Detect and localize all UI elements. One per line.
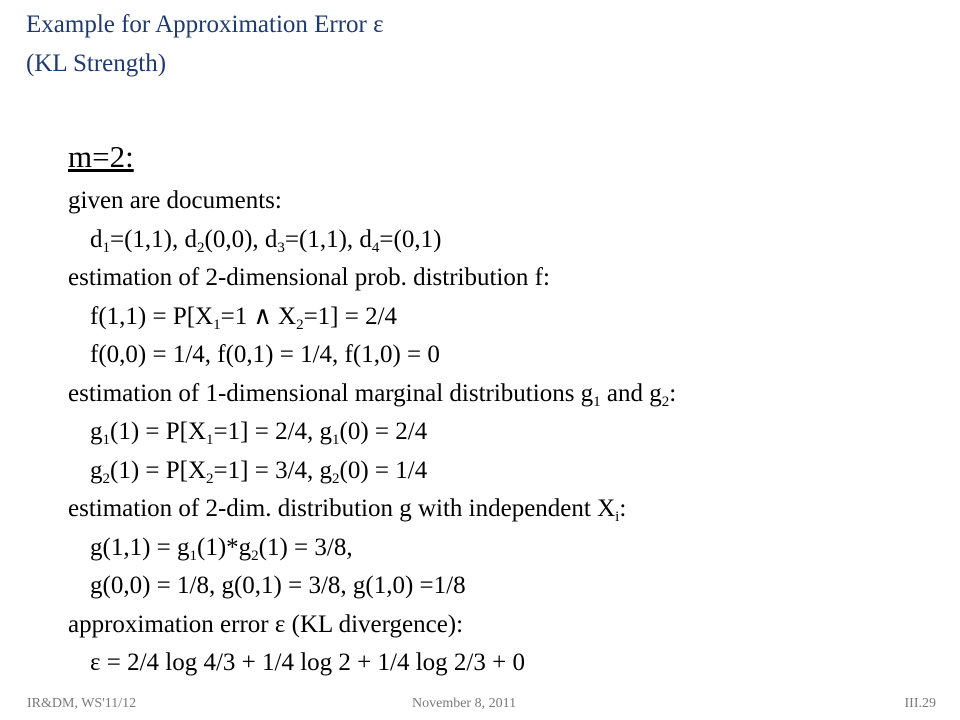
section-heading: m=2:	[68, 139, 134, 174]
formula-f-11: $f(1,1) = P[X_1=1$ ∧ $X_2=1] = 2/4$	[90, 302, 398, 333]
footer-course: IR&DM, WS'11/12	[27, 696, 137, 711]
slide-title	[26, 6, 384, 83]
text-approximation-error: approximation error ε (KL divergence):	[68, 610, 464, 638]
text-estimation-independent: estimation of 2-dim. distribution g with independent $X_i$:	[68, 495, 627, 525]
footer-slide-number: III.29	[904, 696, 936, 711]
text-documents-list: $d_1=(1,1)$, $d_2(0,0)$, $d_3=(1,1)$, $d_4=(0,1)$	[90, 225, 442, 256]
text-estimation-2d: estimation of 2-dimensional prob. distribution f:	[68, 264, 550, 291]
text-estimation-marginals: estimation of 1-dimensional marginal distributions $g_1$ and $g_2$:	[68, 379, 677, 410]
formula-g1: $g_1(1) = P[X_1=1] = 2/4$, $g_1(0) = 2/4$	[90, 418, 428, 448]
formula-f-others: f(0,0) = 1/4, f(0,1) = 1/4, f(1,0) = 0	[90, 341, 440, 368]
text-given-documents: given are documents:	[68, 187, 282, 214]
formula-g-others: g(0,0) = 1/8, g(0,1) = 3/8, g(1,0) =1/8	[90, 572, 466, 599]
formula-epsilon: ε = 2/4 log 4/3 + 1/4 log 2 + 1/4 log 2/3 + 0	[90, 649, 525, 676]
slide-body	[68, 136, 948, 683]
title-line-2: (KL Strength)	[26, 49, 167, 77]
title-line-1: Example for Approximation Error ε	[26, 11, 384, 38]
footer-date: November 8, 2011	[412, 696, 517, 711]
formula-g-11: $g(1,1) = g_1(1)*g_2(1) = 3/8$,	[90, 533, 353, 564]
formula-g2: $g_2(1) = P[X_2=1] = 3/4$, $g_2(0) = 1/4$	[90, 456, 428, 487]
